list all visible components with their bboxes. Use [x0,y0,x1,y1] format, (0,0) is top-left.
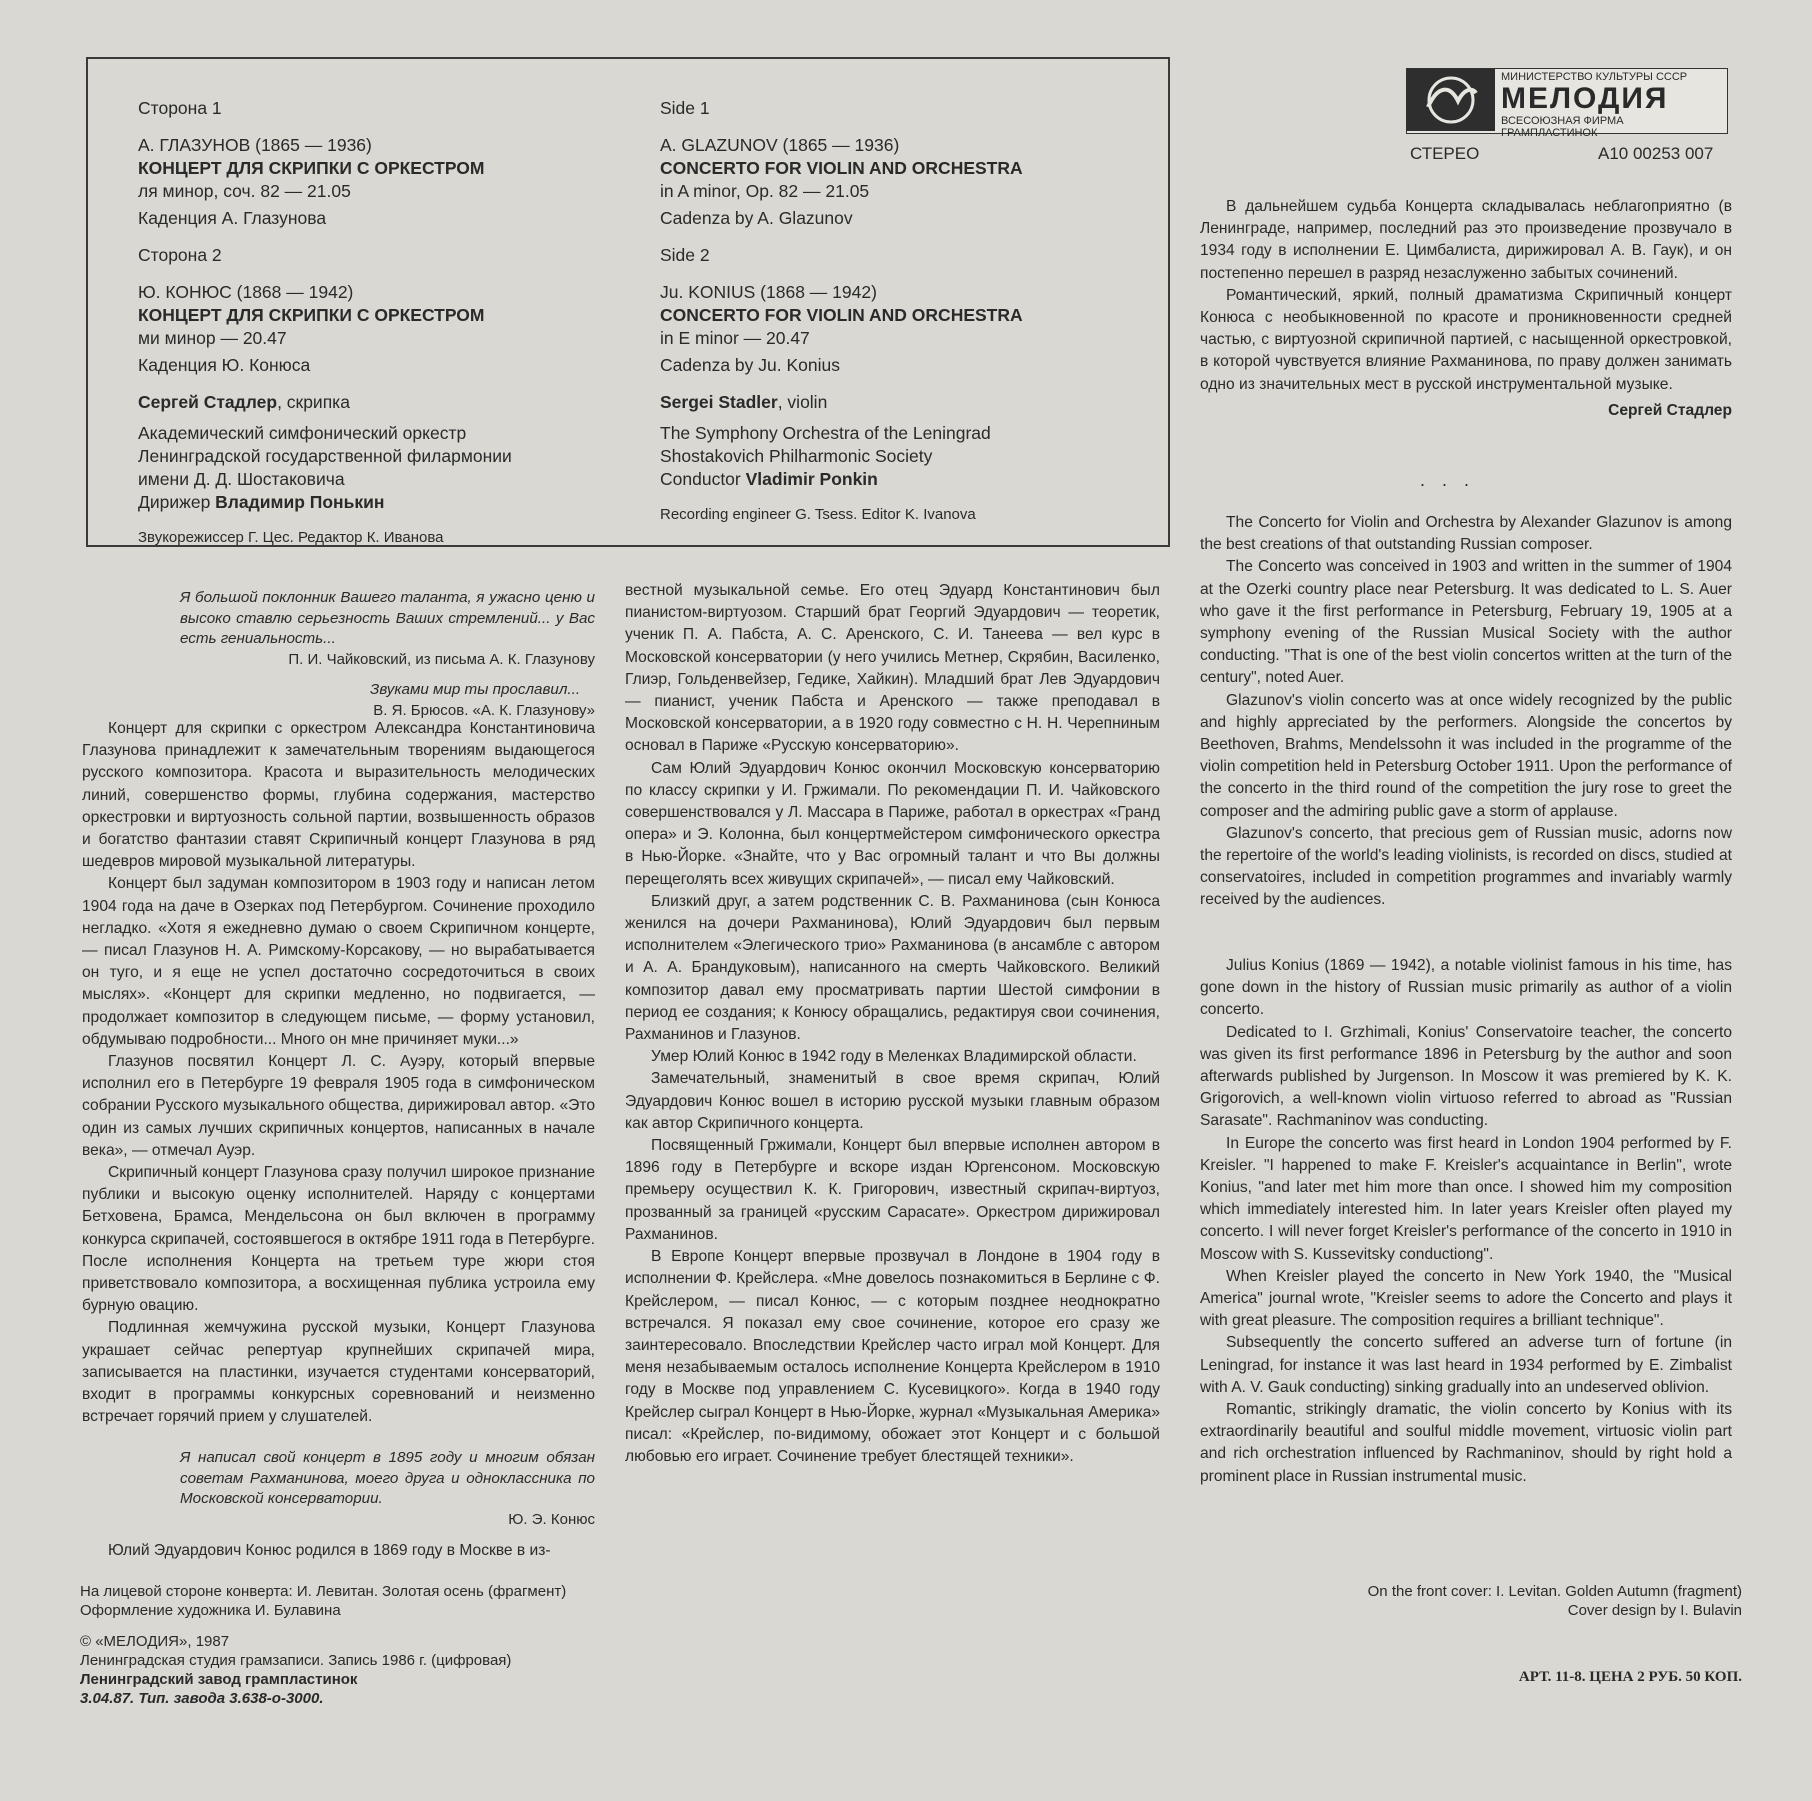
conductor [138,491,588,514]
footer-publishing [80,1632,511,1708]
work1-title: CONCERTO FOR VIOLIN AND ORCHESTRA [660,158,1023,178]
work1-title: КОНЦЕРТ ДЛЯ СКРИПКИ С ОРКЕСТРОМ [138,158,485,178]
side2-label: Сторона 2 [138,245,222,265]
paragraph: When Kreisler played the concerto in New York 1940, the "Musical America" journal wrote, "Kreisler seems to adore the Concerto and plays it with great pleasure. The composition requires a brilliant technique". [1200,1267,1732,1330]
epigraph-text: Я большой поклонник Вашего таланта, я ужасно ценю и высоко ставлю серьезность Ваших стремлений... у Вас есть гениальность... [180,589,595,647]
engineer-credit: Звукорежиссер Г. Цес. Редактор К. Иванова [138,529,444,546]
epigraph-konius [180,1448,595,1530]
soloist-role: , скрипка [277,392,350,412]
orchestra-line: имени Д. Д. Шостаковича [138,469,345,489]
design-credit: Оформление художника И. Булавина [80,1602,341,1619]
soloist [138,391,588,414]
conductor-label: Conductor [660,469,746,489]
cover-credit: On the front cover: I. Levitan. Golden Autumn (fragment) [1367,1583,1742,1600]
paragraph: Посвященный Гржимали, Концерт был впервые исполнен автором в 1896 году в Петербурге и вскоре издан Юргенсоном. Московскую премьеру осуществил К. К. Григорович, известный скрипач-виртуоз, прозванный за границей «русским Сарасате». Оркестром дирижировал Рахманинов. [625,1137,1160,1243]
design-credit: Cover design by I. Bulavin [1567,1602,1742,1619]
engineer-credit: Recording engineer G. Tsess. Editor K. Ivanova [660,506,976,523]
russian-text-column-3 [1200,196,1732,422]
paragraph: In Europe the concerto was first heard in London 1904 performed by F. Kreisler. "I happened to make F. Kreisler's acquaintance in Berlin", wrote Konius, "and later met him more than once. I showed him my composition which immediately interested him. In later years Kreisler often played my concerto. I will never forget Kreisler's performance of the concerto in 1910 in Moscow with S. Kussevitsky conductiong". [1200,1134,1732,1263]
work2-key: ми минор — 20.47 [138,328,287,348]
credits-russian [138,97,588,549]
side2-label: Side 2 [660,245,710,265]
work1-key: in A minor, Op. 82 — 21.05 [660,181,870,201]
composer1: А. ГЛАЗУНОВ (1865 — 1936) [138,135,372,155]
cadenza1: Cadenza by A. Glazunov [660,208,853,228]
paragraph: вестной музыкальной семье. Его отец Эдуард Константинович был пианистом-виртуозом. Старший брат Георгий Эдуардович — теоретик, ученик П. А. Пабста, А. С. Аренского, С. И. Танеева — вел курс в Московской консерватории (у него учились Метнер, Скрябин, Василенко, Глиэр, Гольденвейзер, Гедике, Хайкин). Младший брат Лев Эдуардович — пианист, ученик Пабста и Аренского — также преподавал в Московской консерватории, а в 1920 году совместно с Н. Н. Черепниным основал в Париже «Русскую консерваторию». [625,582,1160,755]
cadenza2: Cadenza by Ju. Konius [660,355,840,375]
composer2: Ju. KONIUS (1868 — 1942) [660,282,877,302]
paragraph: Glazunov's concerto, that precious gem of Russian music, adorns now the repertoire of the world's leading violinists, is recorded on discs, studied at conservatoires, included in competition programmes and invariably warmly received by the audiences. [1200,824,1732,909]
cover-credit: На лицевой стороне конверта: И. Левитан. Золотая осень (фрагмент) [80,1583,567,1600]
paragraph: В дальнейшем судьба Концерта складывалась неблагоприятно (в Ленинграде, например, последний раз это произведение прозвучало в 1934 году в исполнении Е. Цимбалиста, дирижировал А. В. Гаук), и он постепенно перешел в разряд незаслуженно забытых сочинений. [1200,198,1732,282]
soloist-name: Sergei Stadler [660,392,778,412]
paragraph: Подлинная жемчужина русской музыки, Концерт Глазунова украшает сейчас репертуар крупнейших скрипачей мира, записывается на пластинки, изучается студентами консерваторий, входит в программы конкурсных соревнований и неизменно встречает горячий прием у слушателей. [82,1319,595,1426]
russian-signature: Сергей Стадлер [1608,401,1732,419]
work2-title: CONCERTO FOR VIOLIN AND ORCHESTRA [660,305,1023,325]
orchestra-line: Shostakovich Philharmonic Society [660,446,933,466]
paragraph: Близкий друг, а затем родственник С. В. Рахманинова (сын Конюса женился на дочери Рахманинова), Юлий Эдуардович был первым исполнителем «Элегического трио» Рахманинова (в ансамбле с автором и А. А. Брандуковым), написанного на смерть Чайковского. Великий композитор давал ему просматривать партии Шестой симфонии в период ее создания; к Конюсу обращались, редактируя свои сочинения, Рахманинов и Глазунов. [625,892,1160,1044]
work1-key: ля минор, соч. 82 — 21.05 [138,181,351,201]
composer1: A. GLAZUNOV (1865 — 1936) [660,135,900,155]
section-separator: . . . [1420,470,1476,490]
logo-brand: МЕЛОДИЯ [1501,82,1669,115]
conductor-label: Дирижер [138,492,216,512]
paragraph: В Европе Концерт впервые прозвучал в Лондоне в 1904 году в исполнении Ф. Крейслера. «Мне довелось познакомиться в Берлине с Ф. Крейслером, — писал Конюс, — с которым позднее неоднократно встречался. Я показал ему свое сочинение, которое его сразу же заинтересовало. Впоследствии Крейслер часто играл мой Концерт. Для меня незабываемым осталось исполнение Концерта Крейслером в 1910 году в Москве под управлением С. Кусевицкого». Когда в 1940 году Крейслер сыграл Концерт в Нью-Йорке, журнал «Музыкальная Америка» писал: «Крейслер, по-видимому, обожает этот Концерт и с большой любовью его играет. Сочинение требует блестящей техники». [625,1248,1160,1465]
russian-text-column-2 [625,580,1160,1468]
orchestra-line: Ленинградской государственной филармонии [138,446,512,466]
paragraph: Сам Юлий Эдуардович Конюс окончил Московскую консерваторию по классу скрипки у И. Гржимали. По рекомендации П. И. Чайковского совершенствовался у Л. Массара в Париже, работал в оркестрах «Гранд опера» и Э. Колонна, был концертмейстером симфонического оркестра в Нью-Йорке. «Знайте, что у Вас огромный талант и что Вы должны перещеголять всех живущих скрипачей», — писал ему Чайковский. [625,759,1160,888]
russian-text-column-1 [82,718,595,1429]
paragraph: Julius Konius (1869 — 1942), a notable violinist famous in his time, has gone down in the history of Russian music primarily as author of a violin concerto. [1200,957,1732,1019]
catalog-number: A10 00253 007 [1598,144,1714,163]
cadenza2: Каденция Ю. Конюса [138,355,311,375]
stereo-label: СТЕРЕО [1410,144,1480,163]
epigraph-text: Я написал свой концерт в 1895 году и многим обязан советам Рахманинова, моего друга и одноклассника по Московской консерватории. [180,1449,595,1507]
composer2: Ю. КОНЮС (1868 — 1942) [138,282,354,302]
paragraph: Концерт для скрипки с оркестром Александра Константиновича Глазунова принадлежит к замечательным творениям выдающегося русского композитора. Красота и выразительность мелодических линий, совершенство формы, глубина содержания, мастерство оркестровки и виртуозность сольной партии, возвышенность образов и богатство фантазии ставят Скрипичный концерт Глазунова в ряд шедевров мировой музыкальной литературы. [82,720,595,871]
print-run: 3.04.87. Тип. завода 3.638-о-3000. [80,1690,324,1707]
paragraph: The Concerto for Violin and Orchestra by Alexander Glazunov is among the best creations of that outstanding Russian composer. [1200,514,1732,554]
epigraph-text: Звуками мир ты прославил... [370,681,581,698]
side1-label: Side 1 [660,98,710,118]
paragraph: Dedicated to I. Grzhimali, Konius' Conservatoire teacher, the concerto was given its first performance 1896 in Petersburg by the author and soon afterwards published by Jurgenson. In Moscow it was premiered by K. K. Grigorovich, a well-known violin virtuoso referred to abroad as "Russian Sarasate". Rachmaninov was conducting. [1200,1023,1732,1130]
russian-text-column-1-end [82,1540,595,1562]
cadenza1: Каденция А. Глазунова [138,208,327,228]
epigraph-attribution: Ю. Э. Конюс [508,1510,595,1528]
paragraph: Глазунов посвятил Концерт Л. С. Ауэру, который впервые исполнил его в Петербурге 19 февраля 1905 года в симфоническом собрании Русского музыкального общества, дирижировал автор. «Это один из самых лучших скрипичных концертов, написанных в начале века», — отмечал Ауэр. [82,1053,595,1159]
paragraph: Романтический, яркий, полный драматизма Скрипичный концерт Конюса с необыкновенной по красоте и проникновенности средней частью, с виртуозной скрипичной партией, с насыщенной оркестровкой, в которой чувствуется влияние Рахманинова, по праву должен занимать одно из значительных мест в русской инструментальной музыке. [1200,286,1732,393]
melodiya-logo [1406,68,1728,139]
paragraph: Скрипичный концерт Глазунова сразу получил широкое признание публики и высокую оценку исполнителей. Наряду с концертами Бетховена, Брамса, Мендельсона он был включен в программу конкурса скрипачей, состоявшегося в октябре 1911 года в Петербурге. После исполнения Концерта на третьем туре жюри стоя приветствовало композитора, а восхищенная публика устроила ему бурную овацию. [82,1164,595,1315]
paragraph: The Concerto was conceived in 1903 and written in the summer of 1904 at the Ozerki country place near Petersburg. It was dedicated to L. S. Auer who gave it the first performance in Petersburg, February 19, 1905 at a symphony evening of the Russian Musical Society with the author conducting. "That is one of the best violin concertos written at the turn of the century", noted Auer. [1200,558,1732,687]
footer-cover-credits-ru [80,1582,566,1620]
conductor-name: Vladimir Ponkin [745,469,878,489]
work2-key: in E minor — 20.47 [660,328,810,348]
english-text-konius [1200,955,1732,1488]
epigraph-attribution: П. И. Чайковский, из письма А. К. Глазунову [288,650,595,668]
factory: Ленинградский завод грампластинок [80,1671,358,1688]
copyright: © «МЕЛОДИЯ», 1987 [80,1633,230,1650]
orchestra-line: Академический симфонический оркестр [138,423,467,443]
credits-english [660,97,1160,526]
footer-cover-credits-en [1368,1582,1742,1620]
english-text-glazunov [1200,512,1732,912]
logo-ministry: МИНИСТЕРСТВО КУЛЬТУРЫ СССР [1501,71,1688,83]
paragraph: Концерт был задуман композитором в 1903 году и написан летом 1904 года на даче в Озерках под Петербургом. Сочинение проходило негладко. «Хотя я ежедневно думаю о своем Скрипичном концерте, — писал Глазунов Н. А. Римскому-Корсакову, — но вырабатывается он туго, и я еще не успел достаточно сосредоточиться в своих мыслях». «Концерт для скрипки медленно, но подвигается, — продолжает композитор в следующем письме, — форму установил, обдумываю подробности... Много он мне причиняет муки...» [82,875,595,1048]
soloist [660,391,1160,414]
paragraph: Юлий Эдуардович Конюс родился в 1869 году в Москве в из- [108,1542,551,1559]
soloist-role: , violin [777,392,828,412]
paragraph: Замечательный, знаменитый в свое время скрипач, Юлий Эдуардович Конюс вошел в историю русской музыки главным образом как автор Скрипичного концерта. [625,1070,1160,1132]
paragraph: Умер Юлий Конюс в 1942 году в Меленках Владимирской области. [651,1048,1137,1066]
price: АРТ. 11-8. ЦЕНА 2 РУБ. 50 КОП. [1518,1669,1742,1685]
side1-label: Сторона 1 [138,98,222,118]
paragraph: Subsequently the concerto suffered an adverse turn of fortune (in Leningrad, for instance it was last heard in 1934 performed by E. Zimbalist with A. V. Gauk conducting) sinking gradually into an undeserved oblivion. [1200,1334,1732,1396]
soloist-name: Сергей Стадлер [138,392,278,412]
studio-credit: Ленинградская студия грамзаписи. Запись 1986 г. (цифровая) [80,1652,512,1669]
conductor [660,468,1160,491]
orchestra-line: The Symphony Orchestra of the Leningrad [660,423,991,443]
conductor-name: Владимир Понькин [215,492,385,512]
work2-title: КОНЦЕРТ ДЛЯ СКРИПКИ С ОРКЕСТРОМ [138,305,485,325]
logo-firm: ВСЕСОЮЗНАЯ ФИРМА ГРАМПЛАСТИНОК [1501,115,1624,139]
paragraph: Romantic, strikingly dramatic, the violin concerto by Konius with its extraordinarily beautiful and soulful middle movement, virtuosic violin part and rich orchestration influenced by Rachmaninov, should by right hold a prominent place in Russian instrumental music. [1200,1401,1732,1485]
melodiya-emblem-icon [1407,69,1495,131]
credits-box [86,57,1170,547]
epigraph-attribution: В. Я. Брюсов. «А. К. Глазунову» [373,701,595,719]
epigraph-tchaikovsky [180,588,595,721]
paragraph: Glazunov's violin concerto was at once widely recognized by the public and highly appreciated by the performers. Alongside the concertos by Beethoven, Brahms, Mendelssohn it was included in the programme of the violin competition held in Petersburg October 1911. Upon the performance of the concerto in the third round of the competition the jury rose to greet the composer and the admiring public gave a storm of applause. [1200,691,1732,820]
